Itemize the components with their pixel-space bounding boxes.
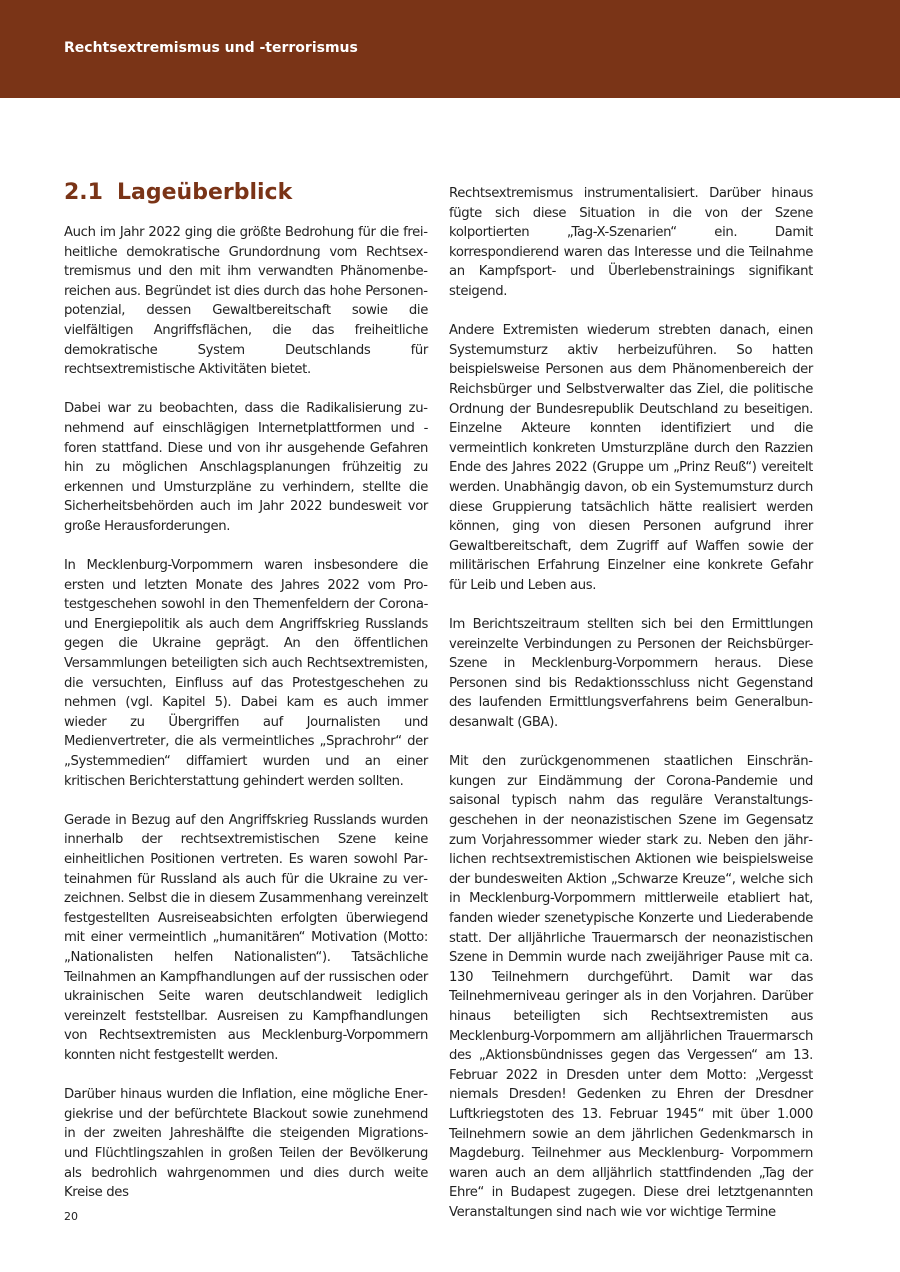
paragraph: Mit den zurückgenommenen staatlichen Einschränkungen zur Eindämmung der Corona-Pandemie und saisonal typisch nahm das reguläre Veranstaltungsgeschehen in der neonazistischen Szene im Gegensatz zum Vorjahressommer wieder stark zu. Neben den jährlichen rechtsextremistischen Aktionen wie beispielsweise der bundesweiten Aktion „Schwarze Kreuze“, welche sich in Mecklenburg-Vorpommern mittlerweile etabliert hat, fanden wieder szenetypische Konzerte und Liederabende statt. Der alljährliche Trauermarsch der neonazistischen Szene in Demmin wurde nach zweijähriger Pause mit ca. 130 Teilnehmern durchgeführt. Damit war das Teilnehmerniveau geringer als in den Vorjahren. Darüber hinaus beteiligten sich Rechtsextremisten aus Mecklenburg-Vorpommern am alljährlichen Trauermarsch des „Aktionsbündnisses gegen das Vergessen“ am 13. Februar 2022 in Dresden unter dem Motto: „Vergesst niemals Dresden! Gedenken zu Ehren der Dresdner Luftkriegstoten des 13. Februar 1945“ mit über 1.000 Teilnehmern sowie an dem jährlichen Gedenkmarsch in Magdeburg. Teilnehmer aus Mecklenburg- Vorpommern waren auch an dem alljährlich stattfindenden „Tag der Ehre“ in Budapest zugegen. Diese drei letztgenannten Veranstaltungen sind nach wie vor wichtige Termine <box>449 754 813 1220</box>
paragraph: Gerade in Bezug auf den Angriffskrieg Russlands wurden innerhalb der rechtsextremistischen Szene keine einheitlichen Positionen vertreten. Es waren sowohl Parteinahmen für Russland als auch für die Ukraine zu verzeichnen. Selbst die in diesem Zusammenhang vereinzelt festgestellten Ausreiseabsichten erfolgten überwiegend mit einer vermeintlich „humanitären“ Motivation (Motto: „Nationalisten helfen Nationalisten“). Tatsächliche Teilnahmen an Kampfhandlungen auf der russischen oder ukrainischen Seite waren deutschlandweit lediglich vereinzelt feststellbar. Ausreisen zu Kampfhandlungen von Rechtsextremisten aus Mecklenburg-Vorpommern konnten nicht festgestellt werden. <box>64 812 428 1063</box>
running-header-title: Rechtsextremismus und -terrorismus <box>64 40 358 56</box>
paragraph: Auch im Jahr 2022 ging die größte Bedrohung für die freiheitliche demokratische Grundordnung vom Rechtsextremismus und den mit ihm verwandten Phänomenbereichen aus. Begründet ist dies durch das hohe Personenpotenzial, dessen Gewaltbereitschaft sowie die vielfältigen Angriffsflächen, die das freiheitliche demokratische System Deutschlands für rechtsextremistische Aktivitäten bietet. <box>64 225 428 378</box>
paragraph: Rechtsextremismus instrumentalisiert. Darüber hinaus fügte sich diese Situation in die von der Szene kolportierten „Tag-X-Szenarien“ ein. Damit korrespondierend waren das Interesse und die Teilnahme an Kampfsport- und Überlebenstrainings signifikant steigend. <box>449 186 813 299</box>
left-column <box>64 180 428 1222</box>
right-column <box>449 184 813 1242</box>
section-number: 2.1 <box>64 180 103 205</box>
paragraph: Darüber hinaus wurden die Inflation, eine mögliche Energiekrise und der befürchtete Blackout sowie zunehmend in der zweiten Jahreshälfte die steigenden Migrations- und Flüchtlingszahlen in großen Teilen der Bevölkerung als bedrohlich wahrgenommen und dies durch weite Kreise des <box>64 1087 428 1201</box>
page-header <box>0 0 900 98</box>
paragraph: Dabei war zu beobachten, dass die Radikalisierung zunehmend auf einschlägigen Internetplattformen und -foren stattfand. Diese und von ihr ausgehende Gefahren hin zu möglichen Anschlagsplanungen frühzeitig zu erkennen und Umsturzpläne zu verhindern, stellte die Sicherheitsbehörden auch im Jahr 2022 bundesweit vor große Herausforderungen. <box>64 401 428 534</box>
paragraph: Andere Extremisten wiederum strebten danach, einen Systemumsturz aktiv herbeizuführen. So hatten beispielsweise Personen aus dem Phänomenbereich der Reichsbürger und Selbstverwalter das Ziel, die politische Ordnung der Bundesrepublik Deutschland zu beseitigen. Einzelne Akteure konnten identifiziert und die vermeintlich konkreten Umsturzpläne durch den Razzien Ende des Jahres 2022 (Gruppe um „Prinz Reuß“) vereitelt werden. Unabhängig davon, ob ein Systemumsturz durch diese Gruppierung tatsächlich hätte realisiert werden können, ging von diesen Personen aufgrund ihrer Gewaltbereitschaft, dem Zugriff auf Waffen sowie der militärischen Erfahrung Einzelner eine konkrete Gefahr für Leib und Leben aus. <box>449 323 813 593</box>
paragraph: In Mecklenburg-Vorpommern waren insbesondere die ersten und letzten Monate des Jahres 2022 vom Protestgeschehen sowohl in den Themenfeldern der Corona- und Energiepolitik als auch dem Angriffskrieg Russlands gegen die Ukraine geprägt. An den öffentlichen Versammlungen beteiligten sich auch Rechtsextremisten, die versuchten, Einfluss auf das Protestgeschehen zu nehmen (vgl. Kapitel 5). Dabei kam es auch immer wieder zu Übergriffen auf Journalisten und Medienvertreter, die als vermeintliches „Sprachrohr“ der „Systemmedien“ diffamiert wurden und an einer kritischen Berichterstattung gehindert werden sollten. <box>64 558 428 789</box>
paragraph: Im Berichtszeitraum stellten sich bei den Ermittlungen vereinzelte Verbindungen zu Personen der Reichsbürger-Szene in Mecklenburg-Vorpommern heraus. Diese Personen sind bis Redaktionsschluss nicht Gegenstand des laufenden Ermittlungsverfahrens beim Generalbundesanwalt (GBA). <box>449 617 813 731</box>
section-heading <box>64 180 428 205</box>
section-title: Lageüberblick <box>117 180 293 205</box>
page-number: 20 <box>64 1210 78 1223</box>
